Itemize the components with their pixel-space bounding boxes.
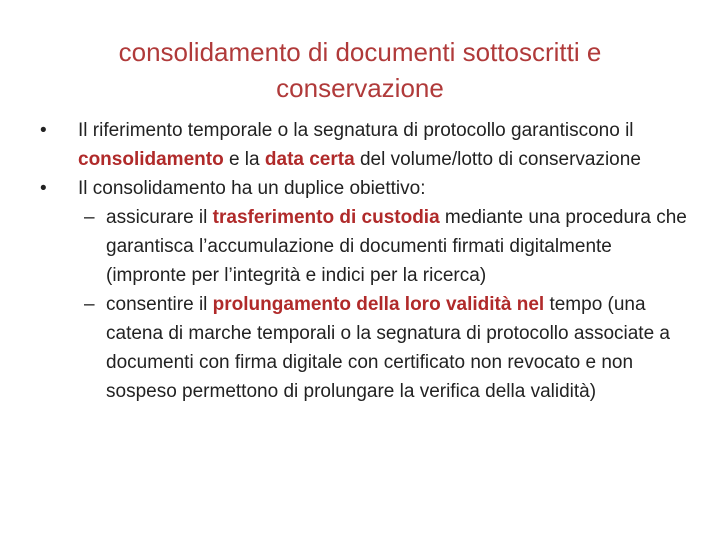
highlight-term: data certa (264, 149, 355, 170)
bullet-item (34, 116, 694, 174)
bullet-text: e la (223, 149, 265, 170)
sub-bullet-item (34, 290, 694, 406)
slide-body (34, 116, 694, 406)
slide-title: consolidamento di documenti sottoscritti e conservazione (118, 37, 602, 103)
bullet-text: Il consolidamento ha un duplice obiettivo: (78, 178, 426, 199)
bullet-text: del volume/lotto di conservazione (354, 149, 641, 170)
bullet-text: consentire il (106, 294, 213, 315)
bullet-marker: • (40, 178, 47, 199)
bullet-marker: • (40, 120, 47, 141)
sub-bullet-item (34, 203, 694, 290)
highlight-term: consolidamento (78, 149, 224, 170)
bullet-text: mediante una procedura che garantisca l’accumulazione di documenti firmati digitalmente (impronte per l’integrità e indici per la ricerca) (106, 207, 687, 286)
bullet-text: tempo (una catena di marche temporali o la segnatura di protocollo associate a documenti con firma digitale con certificato non revocato e non sospeso permettono di prolungare la verifica della validità) (106, 294, 670, 402)
dash-marker: – (84, 207, 95, 228)
highlight-term: trasferimento di custodia (212, 207, 440, 228)
dash-marker: – (84, 294, 95, 315)
highlight-term: prolungamento della loro validità nel (212, 294, 545, 315)
bullet-text: assicurare il (106, 207, 213, 228)
bullet-item (34, 174, 694, 203)
bullet-text: Il riferimento temporale o la segnatura di protocollo garantiscono il (78, 120, 634, 141)
